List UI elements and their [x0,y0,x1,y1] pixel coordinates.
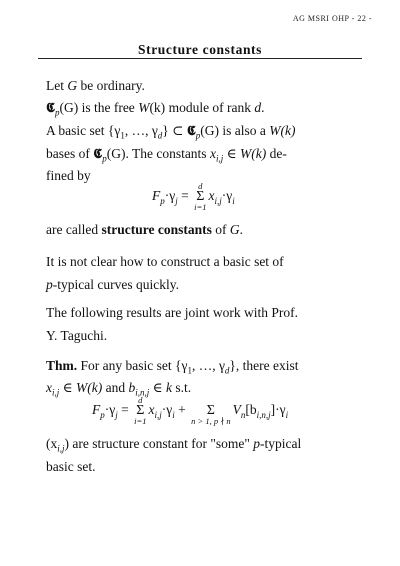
text-line-3: A basic set {$\gamma_1$, …, $\gamma_d$} ⊂ 𝕮$_p$(G) is also a W(k) [46,123,296,141]
text-line-4: bases of 𝕮$_p$(G). The constants $x_{i,j}$ ∈ W(k) de- [46,146,287,164]
summation-symbol-2: Σ n > 1, p ∤ n [191,403,231,426]
text-line-10: Y. Taguchi. [46,328,108,343]
formula-theorem: $F_p\cdot\gamma_j$ = d Σ i=1 $x_{i,j}\cdot\gamma_i$ + Σ n > 1, p ∤ n $V_n[b_{i,n,j}]\cdot\gamma_i$ [92,395,289,426]
text-line-8: p-typical curves quickly. [46,277,179,292]
text-line-13: $(x_{i,j})$ are structure constant for "some" p-typical [46,436,302,454]
summation-symbol: d Σ i=1 [134,395,147,426]
title-underline [38,58,362,59]
text-line-2: 𝕮$_p$(G) is the free W(k) module of rank d. [46,100,265,118]
text-line-1: Let G be ordinary. [46,78,145,93]
text-line-11: Thm. For any basic set {$\gamma_1$, …, $\gamma_d$}, there exist [46,358,299,376]
text-line-5: fined by [46,168,91,183]
page-header: AG MSRI OHP - 22 - [292,14,372,23]
text-line-14: basic set. [46,459,96,474]
text-line-7: It is not clear how to construct a basic set of [46,254,284,269]
page-title: Structure constants [137,42,263,57]
summation-symbol: d Σ i=1 [194,181,207,212]
theorem-label: Thm. [46,358,78,373]
text-line-12: $x_{i,j}$ ∈ W(k) and $b_{i,n,j}$ ∈ k s.t. [46,380,192,398]
formula-definition: $F_p\cdot\gamma_j$ = d Σ i=1 $x_{i,j}\cdot\gamma_i$ [152,181,235,212]
text-line-9: The following results are joint work with Prof. [46,305,298,320]
text-line-6: are called structure constants of G. [46,222,243,237]
